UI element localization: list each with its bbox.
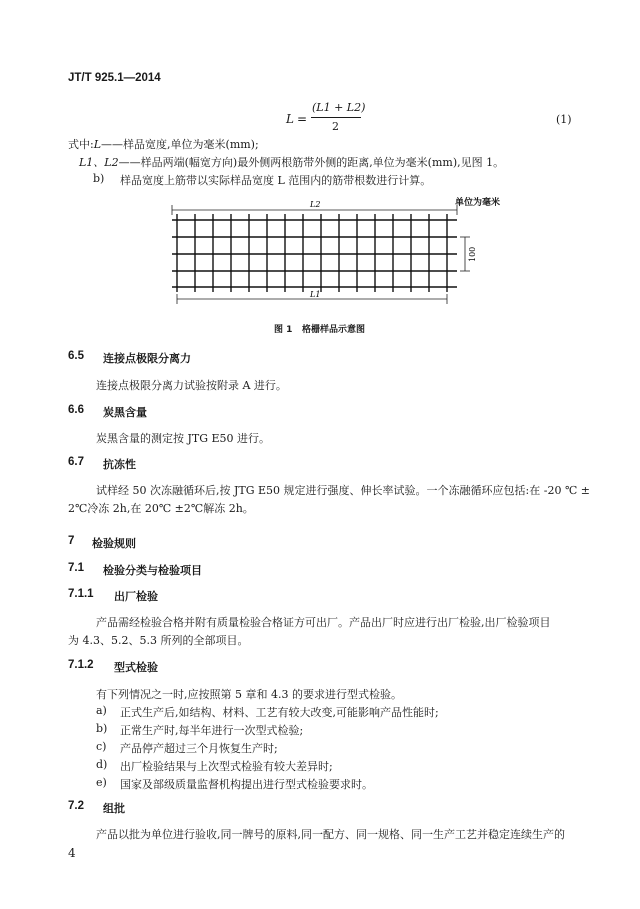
section-6-7-title: 抗冻性 [103, 458, 136, 471]
formula-equals: = [297, 112, 308, 126]
definition-l1-l2: L1、L2——样品两端(幅宽方向)最外侧两根筋带外侧的距离,单位为毫米(mm),见图 1。 [79, 156, 505, 169]
section-7-2-number: 7.2 [68, 800, 84, 812]
section-6-6-body: 炭黑含量的测定按 JTG E50 进行。 [96, 432, 271, 445]
item-b-marker: b) [93, 172, 105, 185]
list-marker-d: d) [96, 758, 108, 771]
section-6-5-body: 连接点极限分离力试验按附录 A 进行。 [96, 379, 287, 392]
section-7-1-2-title: 型式检验 [114, 661, 158, 674]
formula-lhs: L [286, 112, 294, 126]
section-6-7-body-line2: 2℃冷冻 2h,在 20℃ ±2℃解冻 2h。 [68, 502, 254, 515]
dim-l1-label: L1 [310, 290, 321, 299]
section-7-1-1-number: 7.1.1 [68, 588, 94, 600]
dim-l2-label: L2 [310, 200, 321, 209]
chapter-7-title: 检验规则 [92, 537, 136, 550]
figure-caption-text: 格栅样品示意图 [302, 325, 366, 335]
formula-number: (1) [556, 113, 572, 126]
section-6-5-number: 6.5 [68, 350, 84, 362]
section-7-1-1-body-line1: 产品需经检验合格并附有质量检验合格证方可出厂。产品出厂时应进行出厂检验,出厂检验项目 [96, 616, 551, 629]
list-item-a: 正式生产后,如结构、材料、工艺有较大改变,可能影响产品性能时; [120, 706, 439, 719]
section-6-7-number: 6.7 [68, 456, 84, 468]
list-marker-a: a) [96, 704, 107, 717]
unit-label: 单位为毫米 [455, 198, 501, 208]
list-item-d: 出厂检验结果与上次型式检验有较大差异时; [120, 760, 333, 773]
section-7-2-body: 产品以批为单位进行验收,同一牌号的原料,同一配方、同一规格、同一生产工艺并稳定连续生产的 [96, 828, 565, 841]
list-marker-e: e) [96, 776, 107, 789]
chapter-7-number: 7 [68, 535, 75, 547]
section-6-6-number: 6.6 [68, 404, 84, 416]
section-7-1-1-body-line2: 为 4.3、5.2、5.3 所列的全部项目。 [68, 634, 249, 647]
figure-caption-number: 图 1 [274, 325, 293, 335]
fraction-bar [311, 117, 361, 118]
item-b-text: 样品宽度上筋带以实际样品宽度 L 范围内的筋带根数进行计算。 [120, 174, 432, 187]
section-7-1-1-title: 出厂检验 [114, 590, 158, 603]
section-7-2-title: 组批 [103, 802, 125, 815]
section-6-6-title: 炭黑含量 [103, 406, 147, 419]
section-6-5-title: 连接点极限分离力 [103, 352, 191, 365]
dim-100-label: 100 [468, 246, 477, 262]
section-7-1-title: 检验分类与检验项目 [103, 564, 202, 577]
standard-code: JT/T 925.1—2014 [68, 72, 161, 84]
section-7-1-2-number: 7.1.2 [68, 659, 94, 671]
list-item-b: 正常生产时,每半年进行一次型式检验; [120, 724, 304, 737]
list-marker-c: c) [96, 740, 107, 753]
definition-l: 式中:L——样品宽度,单位为毫米(mm); [68, 138, 259, 151]
section-7-1-number: 7.1 [68, 562, 84, 574]
section-7-1-2-intro: 有下列情况之一时,应按照第 5 章和 4.3 的要求进行型式检验。 [96, 688, 402, 701]
list-item-c: 产品停产超过三个月恢复生产时; [120, 742, 278, 755]
formula-numerator: (L1 + L2) [312, 101, 366, 114]
formula-denominator: 2 [332, 120, 339, 133]
list-marker-b: b) [96, 722, 108, 735]
list-item-e: 国家及部级质量监督机构提出进行型式检验要求时。 [120, 778, 373, 791]
grid-figure [160, 196, 490, 312]
page-number: 4 [68, 846, 76, 860]
section-6-7-body-line1: 试样经 50 次冻融循环后,按 JTG E50 规定进行强度、伸长率试验。一个冻融循环应包括:在 -20 ℃ ± [96, 484, 590, 497]
